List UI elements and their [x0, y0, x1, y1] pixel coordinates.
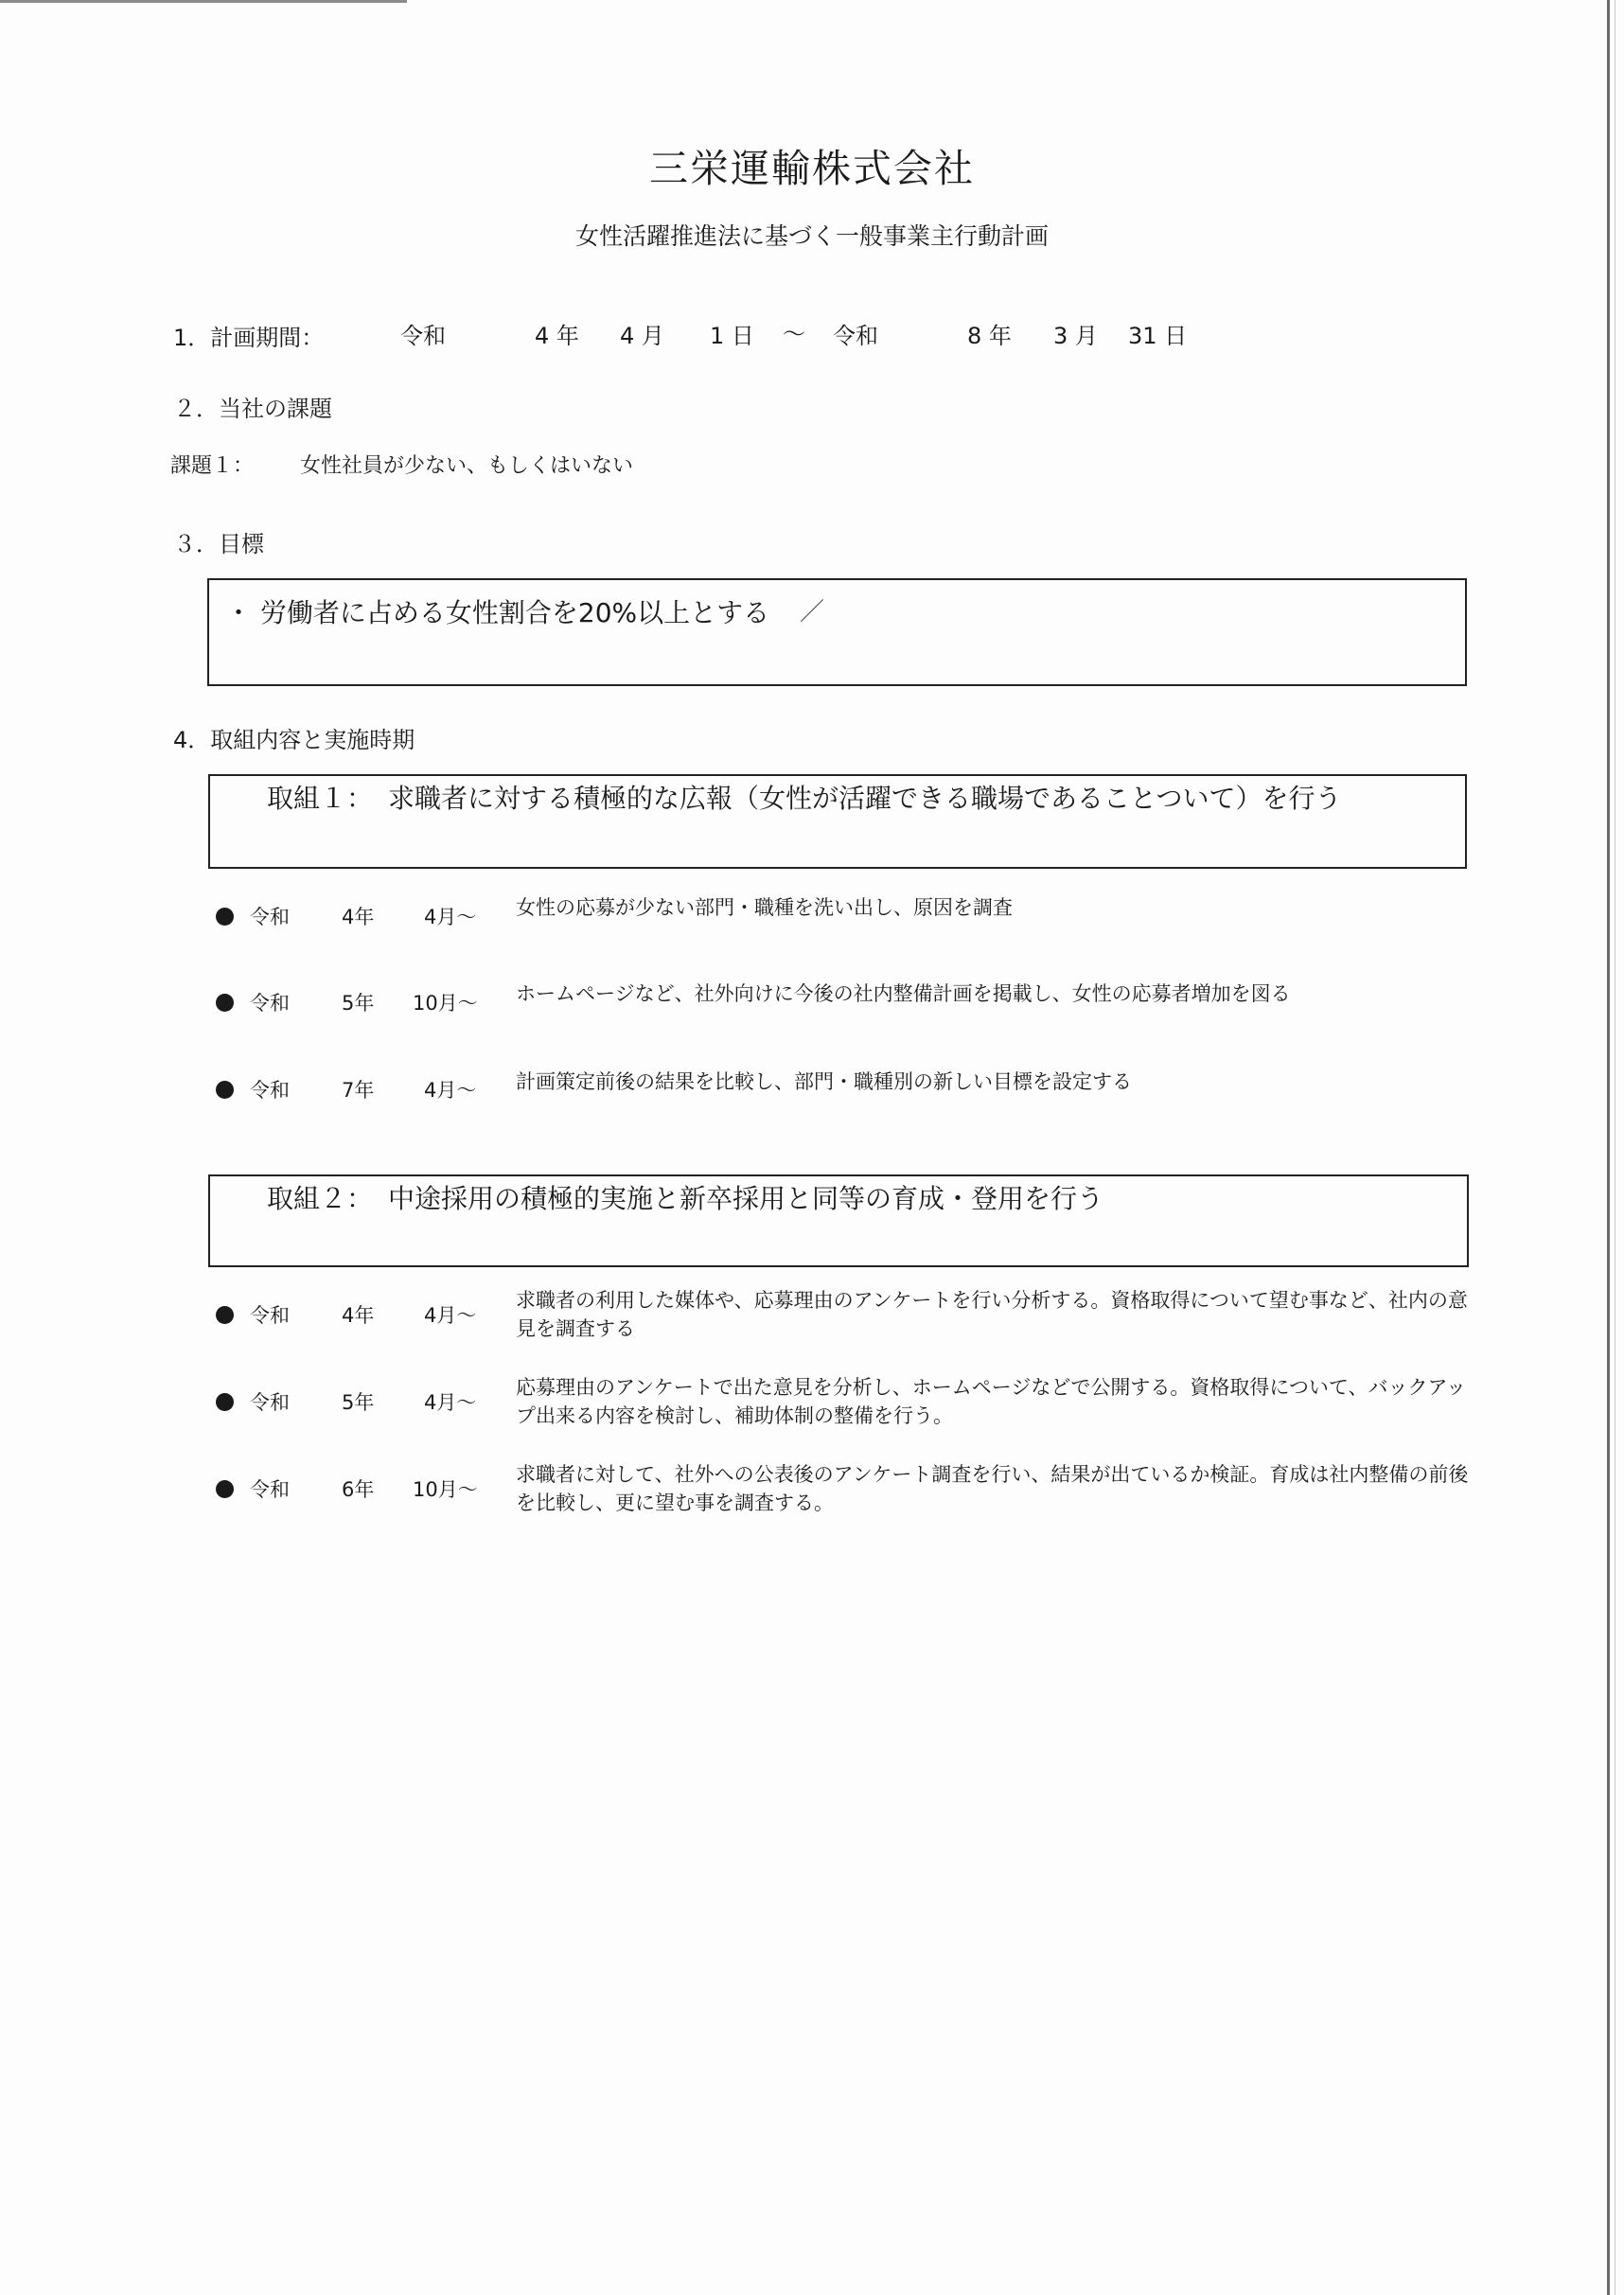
- issues-heading: ２．当社の課題: [173, 396, 332, 422]
- plan-period-start-era: 令和: [400, 323, 446, 349]
- step-month: 4月～: [424, 1391, 477, 1414]
- plan-period-tilde: ～: [783, 321, 805, 347]
- plan-period-end-year: 8 年: [967, 323, 1012, 349]
- step-era: 令和: [250, 906, 290, 928]
- step-era: 令和: [250, 1079, 290, 1102]
- step-description: 求職者の利用した媒体や、応募理由のアンケートを行い分析する。資格取得について望む事など、社内の意見を調査する: [516, 1289, 1468, 1340]
- step-month: 4月～: [424, 1304, 477, 1327]
- step-month: 10月～: [413, 1478, 478, 1501]
- initiative-1-text: 求職者に対する積極的な広報（女性が活躍できる職場であることついて）を行う: [388, 783, 1342, 814]
- step-month: 10月～: [413, 992, 478, 1015]
- scan-edge-right: [1607, 0, 1610, 2295]
- actions-heading: 4．取組内容と実施時期: [173, 727, 415, 753]
- step-era: 令和: [250, 1478, 290, 1501]
- step-month: 4月～: [424, 1079, 477, 1102]
- issue-1-text: 女性社員が少ない、もしくはいない: [300, 454, 634, 478]
- step-year: 6年: [342, 1478, 375, 1501]
- issue-1-label: 課題１：: [170, 454, 255, 478]
- bullet-icon: [216, 994, 234, 1012]
- plan-period-start-month: 4 月: [620, 323, 664, 349]
- plan-period-label: 1．計画期間：: [173, 325, 325, 351]
- step-year: 4年: [342, 906, 375, 928]
- bullet-icon: [216, 908, 234, 926]
- bullet-icon: [216, 1081, 234, 1099]
- step-description: 応募理由のアンケートで出た意見を分析し、ホームページなどで公開する。資格取得について、バックアップ出来る内容を検討し、補助体制の整備を行う。: [516, 1376, 1467, 1427]
- step-year: 7年: [342, 1079, 375, 1102]
- initiative-1-title: 取組１：: [267, 783, 374, 814]
- plan-period-end-month: 3 月: [1053, 323, 1098, 349]
- step-era: 令和: [250, 1391, 290, 1414]
- step-era: 令和: [250, 1304, 290, 1327]
- goal-text: ・ 労働者に占める女性割合を20%以上とする: [225, 597, 770, 628]
- bullet-icon: [216, 1480, 234, 1498]
- initiative-2-title: 取組２：: [267, 1183, 374, 1214]
- step-era: 令和: [250, 992, 290, 1015]
- step-description: 計画策定前後の結果を比較し、部門・職種別の新しい目標を設定する: [516, 1070, 1132, 1093]
- step-month: 4月～: [424, 906, 477, 928]
- plan-period-end-day: 31 日: [1128, 323, 1188, 349]
- step-description: 女性の応募が少ない部門・職種を洗い出し、原因を調査: [516, 896, 1013, 919]
- initiative-2-text: 中途採用の積極的実施と新卒採用と同等の育成・登用を行う: [388, 1183, 1104, 1214]
- company-title: 三栄運輸株式会社: [649, 146, 975, 191]
- bullet-icon: [216, 1393, 234, 1411]
- scan-edge-top: [0, 0, 407, 3]
- document-subtitle: 女性活躍推進法に基づく一般事業主行動計画: [574, 222, 1049, 250]
- goal-check-mark: ／: [800, 598, 825, 627]
- step-description: 求職者に対して、社外への公表後のアンケート調査を行い、結果が出ているか検証。育成は社内整備の前後を比較し、更に望む事を調査する。: [516, 1463, 1469, 1514]
- bullet-icon: [216, 1306, 234, 1324]
- plan-period-end-era: 令和: [833, 323, 878, 349]
- plan-period-start-year: 4 年: [535, 323, 579, 349]
- step-year: 4年: [342, 1304, 375, 1327]
- goals-heading: ３．目標: [173, 531, 264, 557]
- step-description: ホームページなど、社外向けに今後の社内整備計画を掲載し、女性の応募者増加を図る: [516, 982, 1291, 1005]
- plan-period-start-day: 1 日: [710, 323, 754, 349]
- step-year: 5年: [342, 992, 375, 1015]
- step-year: 5年: [342, 1391, 375, 1414]
